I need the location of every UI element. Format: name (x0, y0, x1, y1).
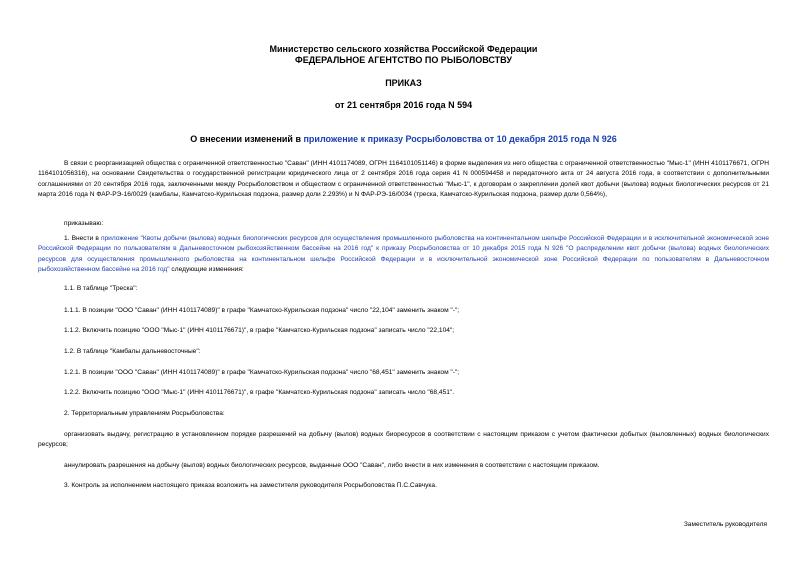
item-1-paragraph (38, 234, 769, 276)
agency-name: ФЕДЕРАЛЬНОЕ АГЕНТСТВО ПО РЫБОЛОВСТВУ (295, 55, 512, 65)
item-1-2-2: 1.2.2. Включить позицию "ООО "Мыс-1" (ИНН 4101176671)", в графе "Камчатско-Курильская подзона" записать число "68,451". (64, 389, 455, 396)
item-1-2: 1.2. В таблице "Камбалы дальневосточные": (64, 348, 201, 355)
subject-prefix: О внесении изменений в (190, 134, 304, 144)
document-date-number: от 21 сентября 2016 года N 594 (334, 100, 473, 110)
order-word: приказываю: (64, 220, 104, 227)
item-1-link[interactable]: приложение "Квоты добычи (вылова) водных биологических ресурсов для осуществления промышленного рыболовства на континентальном шельфе Российской Федерации и в исключительной экономической зоне Российской Федерации по пользователям в Дальневосточном рыбохозяйственном бассейне на 2016 год" к приказу Росрыболовства от 10 декабря 2015 года N 926 "О распределении квот добычи (вылова) водных биологических ресурсов для осуществления промышленного рыболовства на континентальном шельфе Российской Федерации и в исключительной экономической зоне Российской Федерации по пользователям в Дальневосточном рыбохозяйственном бассейне на 2016 год" (38, 235, 769, 274)
item-1-suffix: следующие изменения: (169, 266, 244, 274)
item-3: 3. Контроль за исполнением настоящего приказа возложить на заместителя руководителя Росрыболовства П.С.Савчука. (64, 482, 437, 489)
subject-link[interactable]: приложение к приказу Росрыболовства от 10 декабря 2015 года N 926 (303, 134, 617, 144)
item-2-b: аннулировать разрешения на добычу (вылов) водных биологических ресурсов, выданные ООО "Саван", либо внести в них изменения в соответствии с настоящим приказом. (64, 462, 600, 469)
document-header (0, 44, 807, 66)
item-1-prefix: 1. Внести в (64, 235, 101, 242)
document-subject (0, 134, 807, 145)
item-1-2-1: 1.2.1. В позиции "ООО "Саван" (ИНН 4101174089)" в графе "Камчатско-Курильская подзона" число "68,451" заменить знаком "-"; (64, 369, 460, 376)
item-1-1-1: 1.1.1. В позиции "ООО "Саван" (ИНН 4101174089)" в графе "Камчатско-Курильская подзона" число "22,104" заменить знаком "-"; (64, 307, 460, 314)
item-2: 2. Территориальным управлениям Росрыболовства: (64, 410, 225, 417)
item-2-a: организовать выдачу, регистрацию в установленном порядке разрешений на добычу (вылов) водных биоресурсов в соответствии с настоящим приказом с учетом фактически добытых (выловленных) водных биологических ресурсов; (38, 431, 769, 449)
item-1-1-2: 1.1.2. Включить позицию "ООО "Мыс-1" (ИНН 4101176671)", в графе "Камчатско-Курильская подзона" записать число "22,104"; (64, 327, 455, 334)
preamble-paragraph: В связи с реорганизацией общества с ограниченной ответственностью "Саван" (ИНН 4101174089, ОГРН 1164101051146) в форме выделения из него общества с ограниченной ответственностью "Мыс-1" (ИНН 4101176671, ОГРН 1164101056316), на основании Свидетельства о государственной регистрации юридического лица от 2 сентября 2016 года серия 41 N 000594458 и передаточного акта от 24 августа 2016 года, в соответствии с дополнительными соглашениями от 20 сентября 2016 года, заключенными между Росрыболовством и обществом с ограниченной ответственностью "Мыс-1", к договорам о закреплении долей квот добычи (вылова) водных биологических ресурсов от 21 марта 2016 года N ФАР-РЭ-16/0029 (камбалы, Камчатско-Курильская подзона, размер доли 2.293%) и N ФАР-РЭ-16/0034 (треска, Камчатско-Курильская подзона, размер доли 0,564%), (38, 160, 769, 199)
signature-title: Заместитель руководителя (683, 521, 767, 528)
ministry-name: Министерство сельского хозяйства Российской Федерации (269, 44, 538, 54)
document-type: ПРИКАЗ (385, 78, 422, 88)
item-1-1: 1.1. В таблице "Треска": (64, 285, 138, 292)
